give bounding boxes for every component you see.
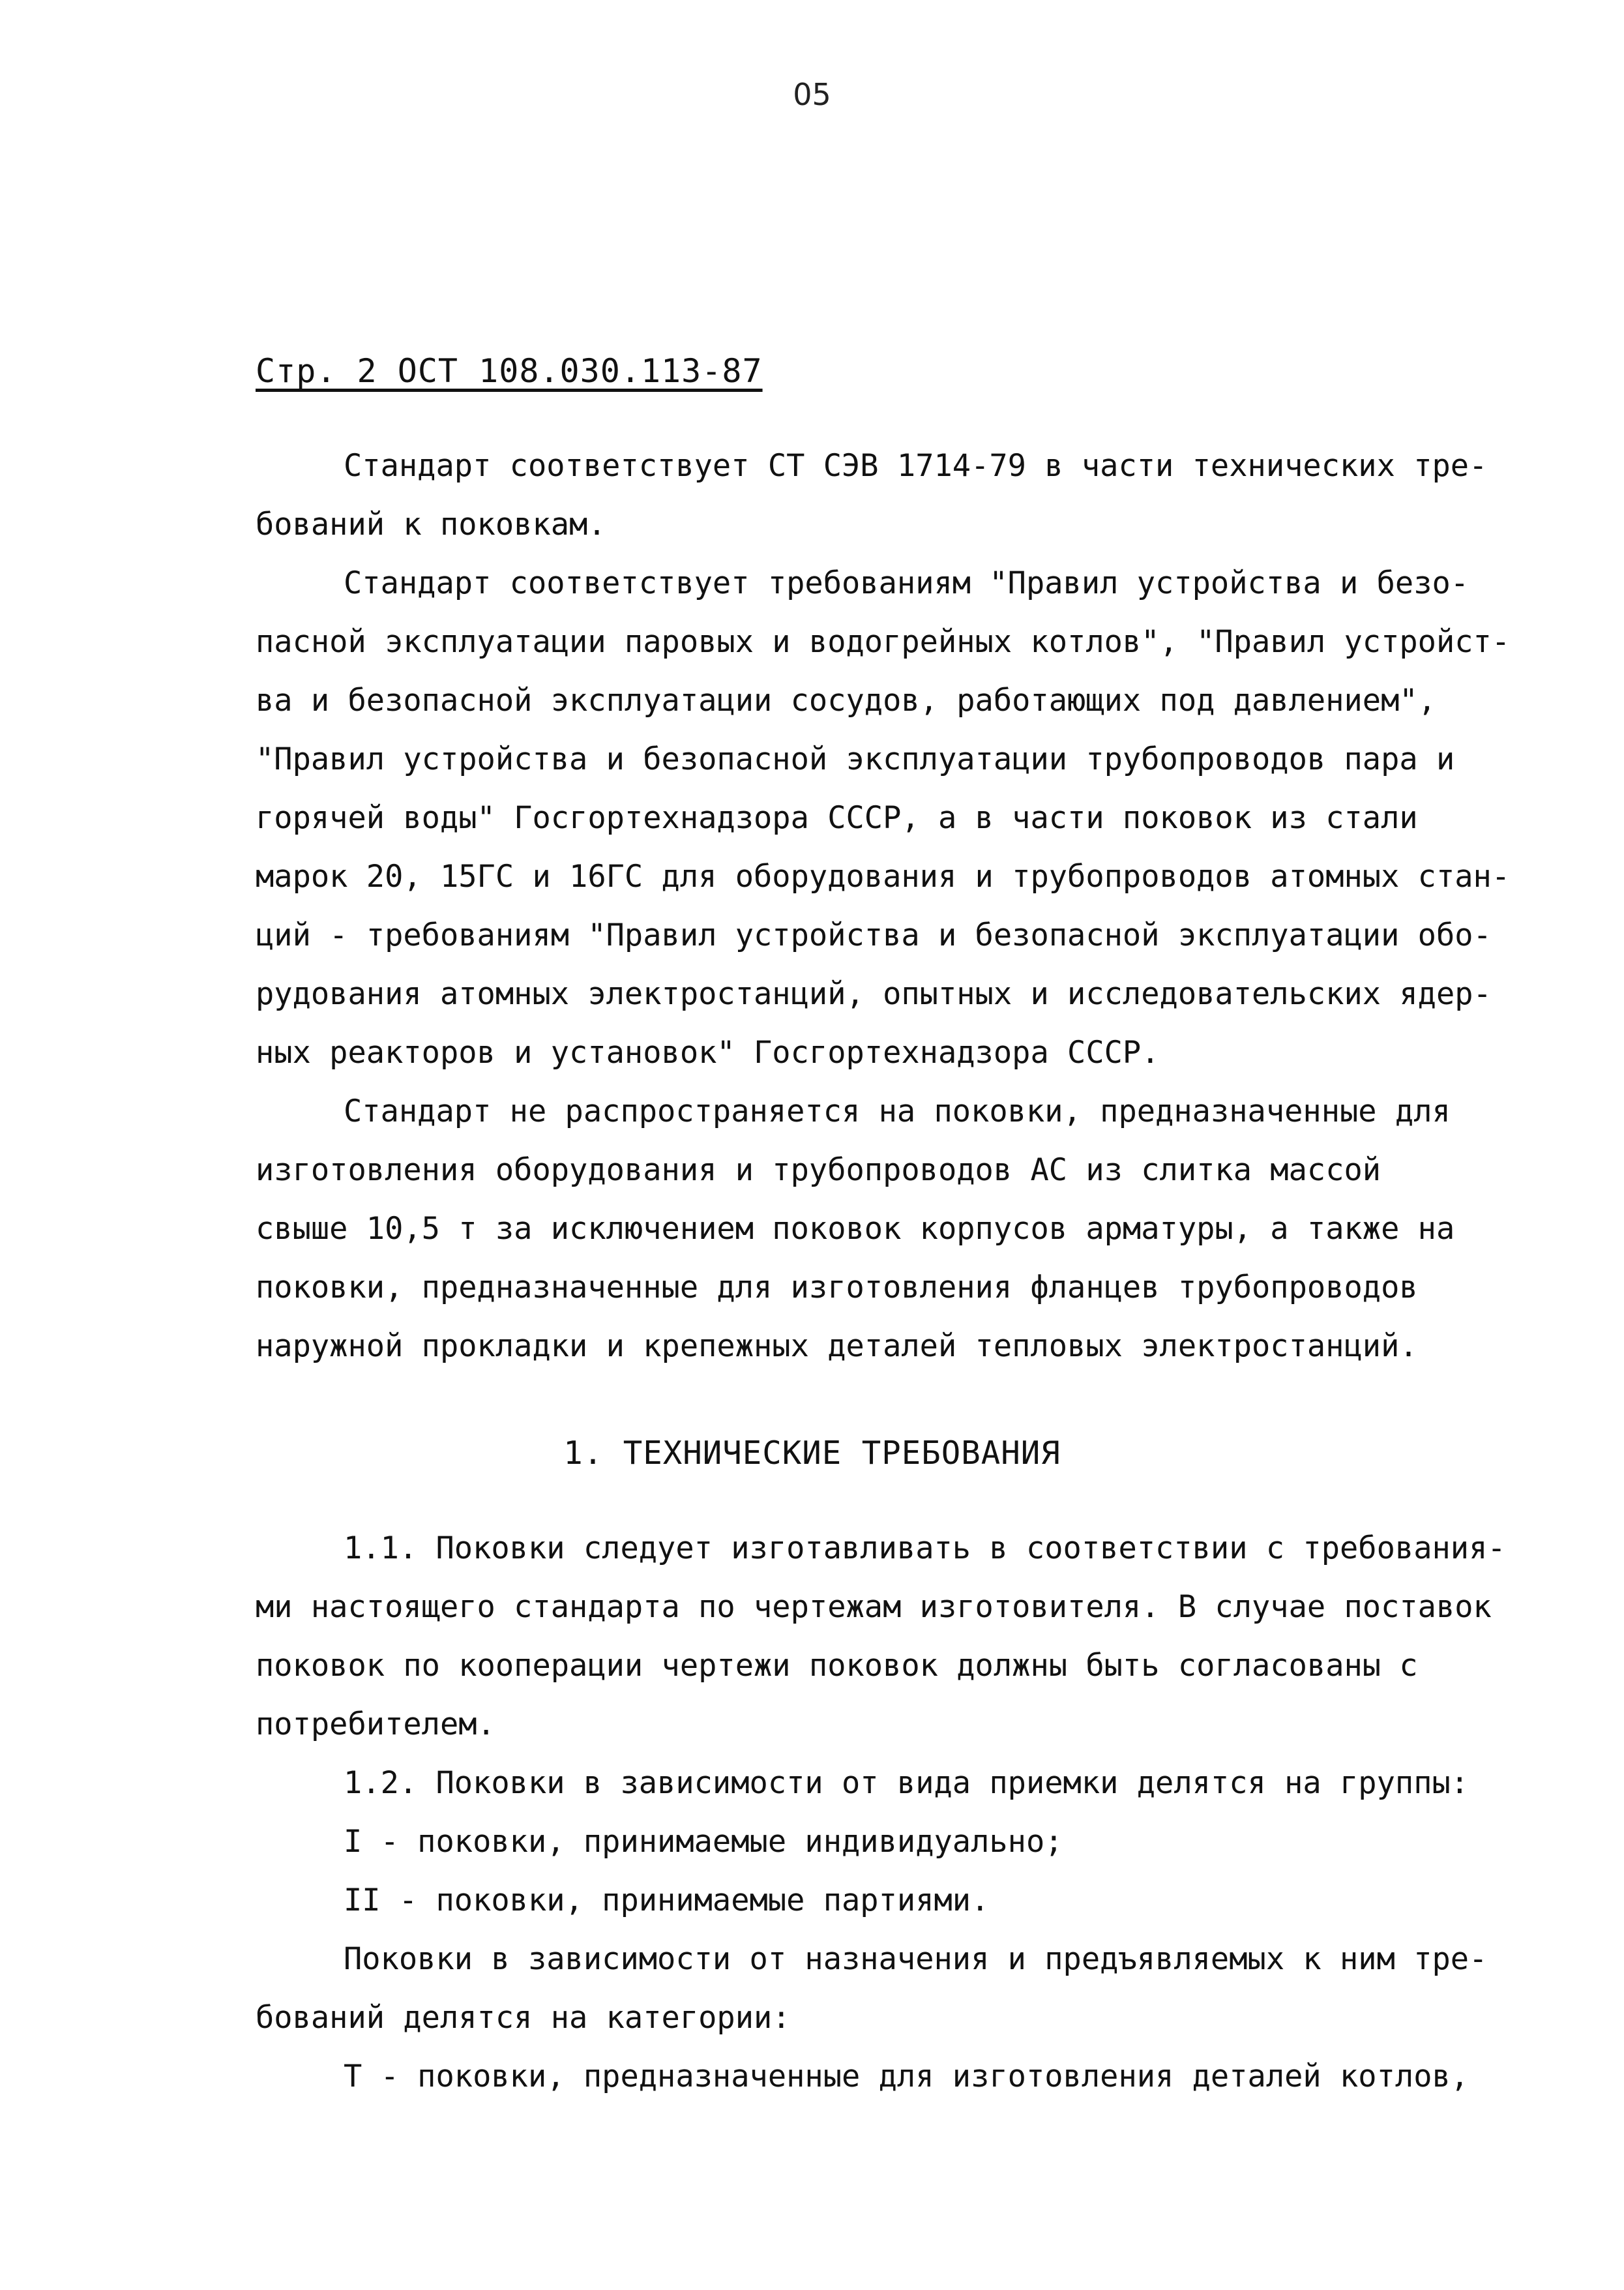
text-line: бований к поковкам.	[256, 507, 606, 543]
text-line: потребителем.	[256, 1706, 495, 1742]
category-t-item: Т - поковки, предназначенные для изготовления деталей котлов,	[344, 2059, 1469, 2094]
document-header-reference: Стр. 2 ОСТ 108.030.113-87	[256, 352, 763, 390]
text-line: 1.2. Поковки в зависимости от вида приемки делятся на группы:	[344, 1765, 1469, 1801]
page-number: 05	[793, 77, 831, 112]
text-line: Стандарт соответствует СТ СЭВ 1714-79 в части технических тре-	[344, 448, 1488, 484]
text-line: Стандарт не распространяется на поковки, предназначенные для	[344, 1093, 1451, 1129]
text-line: горячей воды" Госгортехнадзора СССР, а в части поковок из стали	[256, 800, 1418, 836]
text-line: ва и безопасной эксплуатации сосудов, работающих под давлением",	[256, 683, 1436, 719]
text-line: бований делятся на категории:	[256, 2000, 791, 2036]
text-line: поковки, предназначенные для изготовления фланцев трубопроводов	[256, 1270, 1418, 1305]
text-line: свыше 10,5 т за исключением поковок корпусов арматуры, а также на	[256, 1211, 1455, 1247]
text-line: изготовления оборудования и трубопроводов АС из слитка массой	[256, 1152, 1381, 1188]
intro-paragraph-1	[256, 437, 1488, 554]
text-line: Поковки в зависимости от назначения и предъявляемых к ним тре-	[344, 1941, 1488, 1977]
intro-paragraph-2	[256, 554, 1511, 1082]
text-line: ми настоящего стандарта по чертежам изготовителя. В случае поставок	[256, 1589, 1492, 1625]
text-line: 1.1. Поковки следует изготавливать в соответствии с требования-	[344, 1530, 1506, 1566]
text-line: ных реакторов и установок" Госгортехнадзора СССР.	[256, 1035, 1160, 1071]
group-1-item: I - поковки, принимаемые индивидуально;	[344, 1824, 1063, 1860]
text-line: Стандарт соответствует требованиям "Правил устройства и безо-	[344, 565, 1469, 601]
text-line: пасной эксплуатации паровых и водогрейных котлов", "Правил устройст-	[256, 624, 1511, 660]
text-line: поковок по кооперации чертежи поковок должны быть согласованы с	[256, 1648, 1418, 1684]
text-line: ций - требованиям "Правил устройства и безопасной эксплуатации обо-	[256, 917, 1492, 953]
section-heading: 1. ТЕХНИЧЕСКИЕ ТРЕБОВАНИЯ	[563, 1435, 1061, 1472]
text-line: "Правил устройства и безопасной эксплуатации трубопроводов пара и	[256, 741, 1455, 777]
intro-paragraph-3	[256, 1082, 1481, 1376]
clause-1-1	[256, 1519, 1506, 1754]
clause-1-2	[256, 1754, 1481, 1930]
text-line: рудования атомных электростанций, опытных и исследовательских ядер-	[256, 976, 1492, 1012]
text-line: марок 20, 15ГС и 16ГС для оборудования и трубопроводов атомных стан-	[256, 859, 1511, 895]
categories-paragraph	[256, 1930, 1488, 2106]
group-2-item: II - поковки, принимаемые партиями.	[344, 1882, 990, 1918]
text-line: наружной прокладки и крепежных деталей тепловых электростанций.	[256, 1328, 1418, 1364]
